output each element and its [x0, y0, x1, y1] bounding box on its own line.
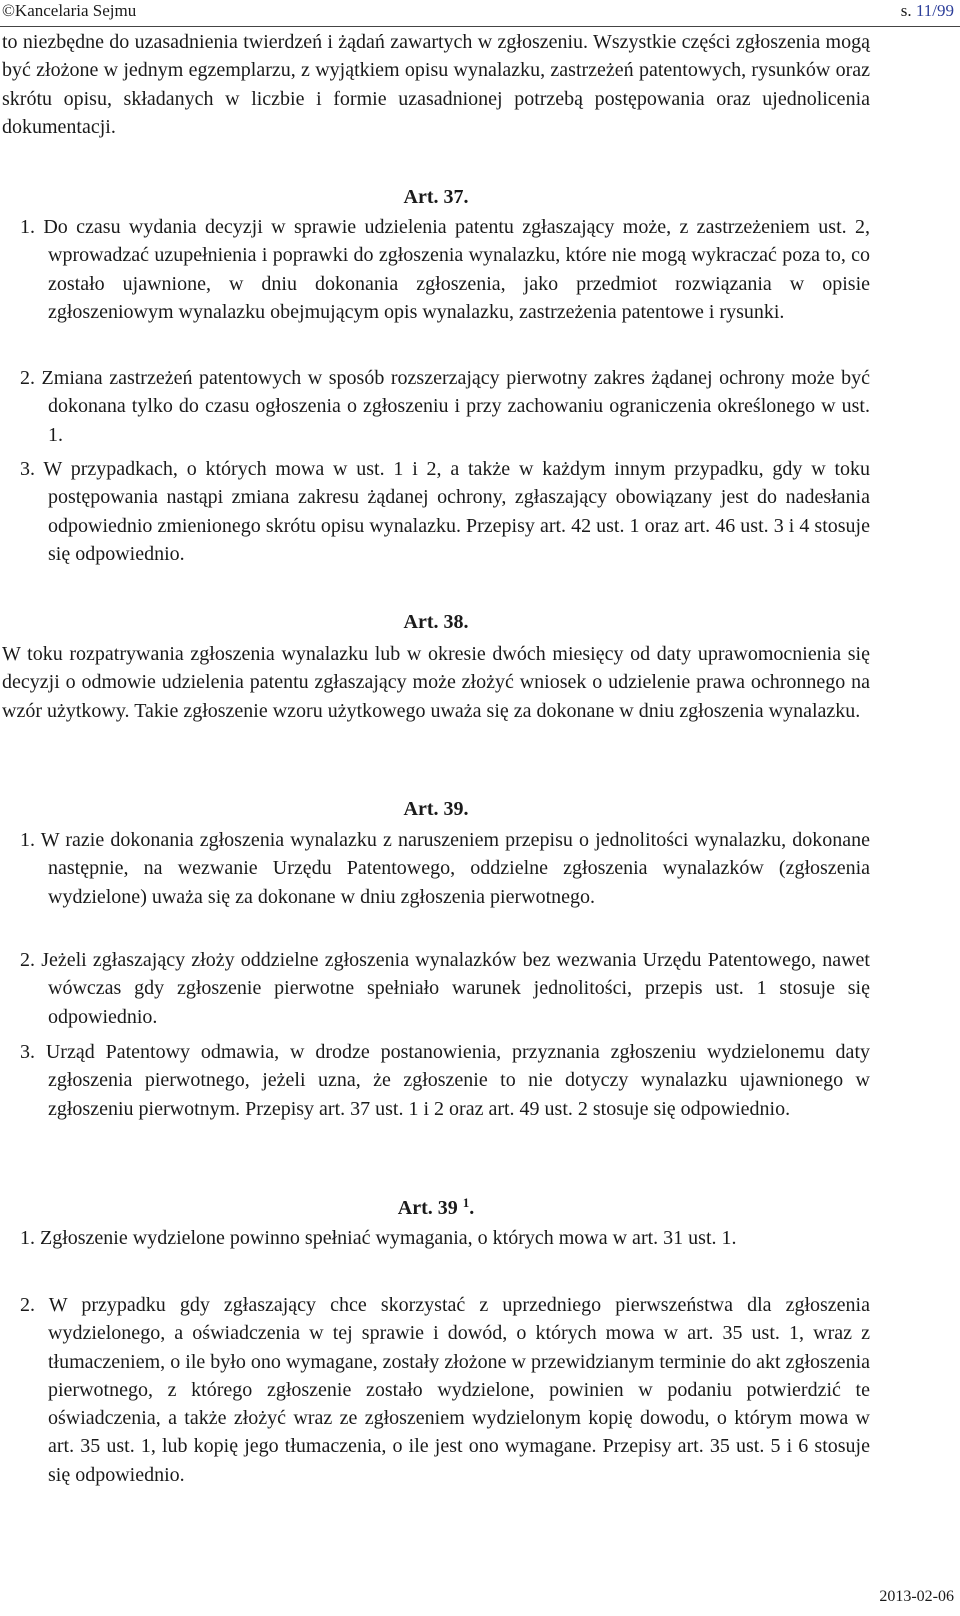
art-37-item-3: 3. W przypadkach, o których mowa w ust. 1 i 2, a także w każdym innym przypadku, gdy w toku postępowania nastąpi zmiana zakresu żądanej ochrony, zgłaszający obowiązany jest do nadesłania odpowiednio zmienionego skrótu opisu wynalazku. Przepisy art. 42 ust. 1 oraz art. 46 ust. 3 i 4 stosuje się odpowiednio. — [20, 458, 870, 565]
art-37-item-2: 2. Zmiana zastrzeżeń patentowych w sposób rozszerzający pierwotny zakres żądanej ochrony może być dokonana tylko do czasu ogłoszenia o zgłoszeniu i przy zachowaniu ograniczenia określonego w ust. 1. — [20, 367, 870, 446]
art-39-1-item-2: 2. W przypadku gdy zgłaszający chce skorzystać z uprzedniego pierwszeństwa dla zgłoszenia wydzielonego, a oświadczenia w tej sprawie i dowód, o których mowa w art. 35 ust. 1, wraz z tłumaczeniem, o ile było ono wymagane, zostały złożone w przewidzianym terminie do akt zgłoszenia pierwotnego, z którego zgłoszenie zostało wydzielone, powinien w podaniu potwierdzić te oświadczenia, a także złożyć wraz ze zgłoszeniem wydzielonym kopię dowodu, o którym mowa w art. 35 ust. 1, lub kopię jego tłumaczenia, o ile jest ono wymagane. Przepisy art. 35 ust. 5 i 6 stosuje się odpowiednio. — [20, 1294, 870, 1486]
footer-date: 2013-02-06 — [879, 1588, 954, 1605]
art-37-heading: Art. 37. — [403, 186, 469, 208]
header-page-prefix: s. — [900, 1, 916, 20]
art-39-item-2: 2. Jeżeli zgłaszający złoży oddzielne zgłoszenia wynalazków bez wezwania Urzędu Patentowego, nawet wówczas gdy zgłoszenie pierwotne spełniało warunek jednolitości, przepis ust. 1 stosuje się odpowiednio. — [20, 949, 870, 1028]
intro-paragraph: to niezbędne do uzasadnienia twierdzeń i żądań zawartych w zgłoszeniu. Wszystkie części zgłoszenia mogą być złożone w jednym egzemplarzu, z wyjątkiem opisu wynalazku, zastrzeżeń patentowych, rysunków oraz skrótu opisu, składanych w liczbie i formie uzasadnionej potrzebą postępowania oraz ujednolicenia dokumentacji. — [2, 31, 870, 138]
art-38-heading: Art. 38. — [403, 611, 469, 633]
header-divider — [0, 26, 960, 27]
art-38-paragraph: W toku rozpatrywania zgłoszenia wynalazku lub w okresie dwóch miesięcy od daty uprawomocnienia się decyzji o odmowie udzielenia patentu zgłaszający może złożyć wniosek o udzielenie prawa ochronnego na wzór użytkowy. Takie zgłoszenie wzoru użytkowego uważa się za dokonane w dniu zgłoszenia wynalazku. — [2, 643, 870, 722]
art-39-1-heading-sup: 1 — [462, 1195, 470, 1210]
art-39-1-item-1: 1. Zgłoszenie wydzielone powinno spełniać wymagania, o których mowa w art. 31 ust. 1. — [20, 1227, 737, 1249]
art-39-1-heading-text: Art. 39 — [397, 1197, 458, 1219]
art-39-item-3: 3. Urząd Patentowy odmawia, w drodze postanowienia, przyznania zgłoszeniu wydzielonemu daty zgłoszenia pierwotnego, jeżeli uzna, że zgłoszenie to nie dotyczy wynalazku ujawnionego w zgłoszeniu pierwotnym. Przepisy art. 37 ust. 1 i 2 oraz art. 49 ust. 2 stosuje się odpowiednio. — [20, 1041, 870, 1120]
header-page-number — [901, 1, 954, 21]
art-39-1-heading — [0, 1194, 872, 1222]
art-39-1-heading-suffix: . — [469, 1197, 475, 1219]
page-header — [0, 0, 960, 30]
art-39-heading: Art. 39. — [403, 798, 469, 820]
art-37-item-1: 1. Do czasu wydania decyzji w sprawie udzielenia patentu zgłaszający może, z zastrzeżeniem ust. 2, wprowadzać uzupełnienia i poprawki do zgłoszenia wynalazku, które nie mogą wykraczać poza to, co zostało ujawnione, w dniu dokonania zgłoszenia, jako przedmiot rozwiązania w opisie zgłoszeniowym wynalazku obejmującym opis wynalazku, zastrzeżenia patentowe i rysunki. — [20, 216, 870, 323]
header-copyright: ©Kancelaria Sejmu — [2, 1, 137, 20]
art-39-item-1: 1. W razie dokonania zgłoszenia wynalazku z naruszeniem przepisu o jednolitości wynalazku, dokonane następnie, na wezwanie Urzędu Patentowego, oddzielne zgłoszenia wynalazków (zgłoszenia wydzielone) uważa się za dokonane w dniu zgłoszenia pierwotnego. — [20, 829, 870, 908]
page-number: 11/99 — [915, 1, 954, 20]
